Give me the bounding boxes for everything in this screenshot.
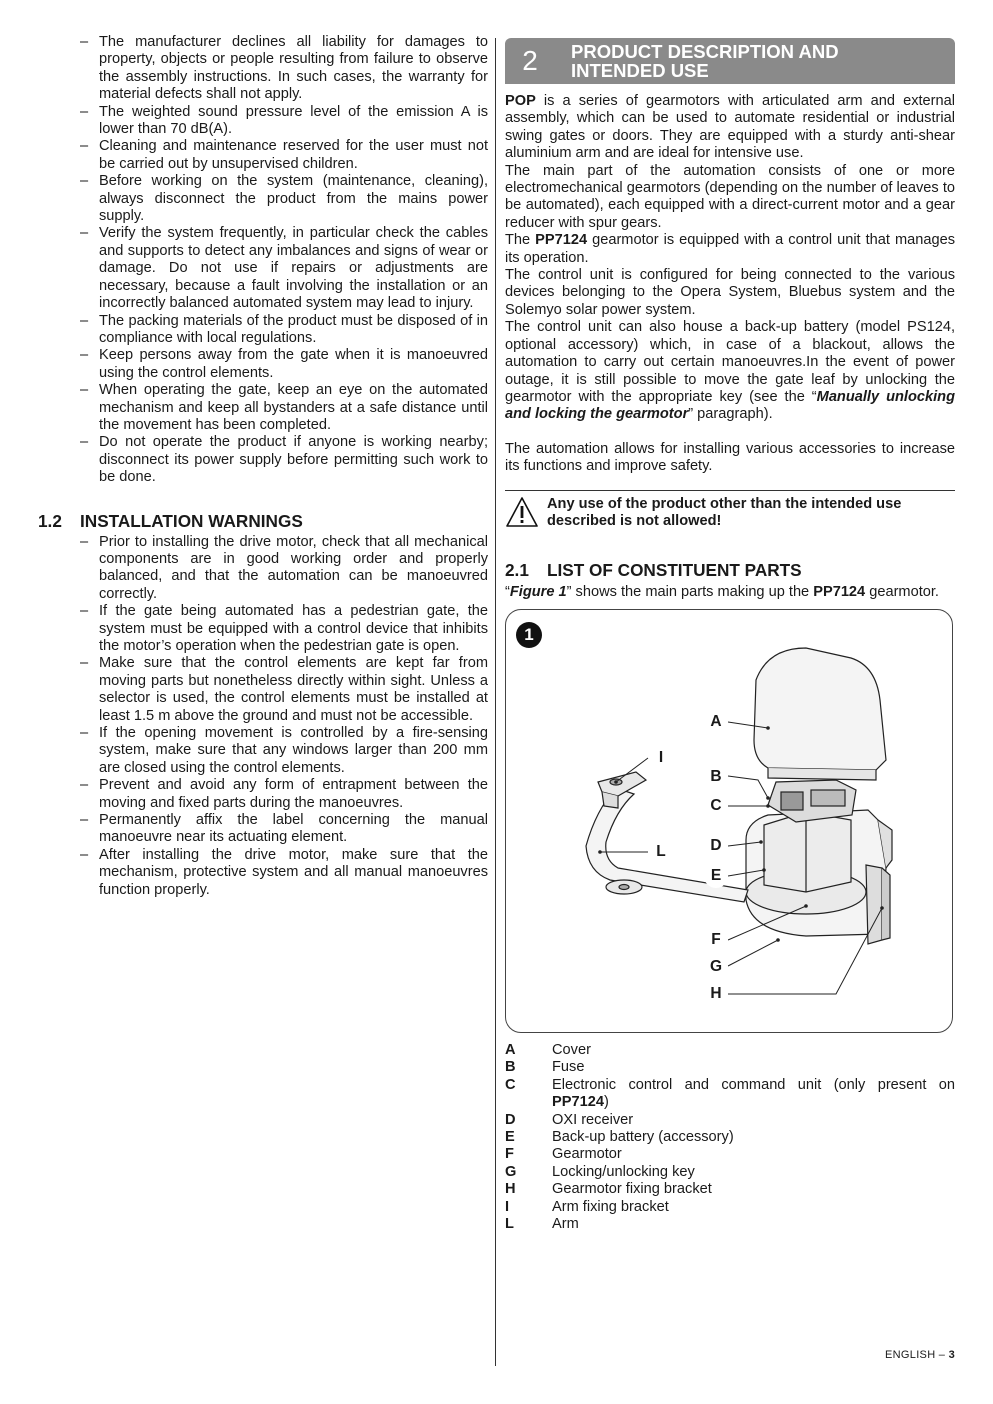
callout-b: B — [704, 765, 728, 789]
section-number: 1.2 — [38, 510, 62, 531]
legend-letter: L — [505, 1216, 514, 1232]
section-title: INSTALLATION WARNINGS — [80, 510, 303, 531]
list-item: – Cleaning and maintenance reserved for the user must not be carried out by unsupervised children. — [80, 138, 488, 173]
callout-l: L — [649, 840, 673, 864]
legend-row — [505, 1181, 955, 1198]
legend-row — [505, 1199, 955, 1216]
section-heading-2-1 — [505, 560, 955, 581]
legend-desc: OXI receiver — [552, 1111, 634, 1128]
left-column — [38, 34, 488, 899]
legend-desc: Back-up battery (accessory) — [552, 1128, 734, 1145]
list-item: – If the gate being automated has a pedestrian gate, the system must be equipped with a control device that inhibits the motor’s operation when the pedestrian gate is open. — [80, 603, 488, 655]
cross-reference: Manually unlocking and locking the gearmotor — [505, 388, 955, 423]
paragraph-text: The control unit can also house a back-up battery (model PS124, optional accessory) which, in case of a blackout, allows the automation to carry out certain manoeuvres.In the event of power outage, it is still possible to move the gate leaf by unlocking the gearmotor with the appropriate key (see the “ — [505, 319, 955, 405]
chapter-title — [555, 42, 839, 80]
warning-text: Any use of the product other than the intended use described is not allowed! — [547, 495, 902, 529]
column-divider — [495, 38, 496, 1366]
page-footer — [885, 1349, 955, 1361]
figure-1 — [505, 609, 953, 1033]
list-item: – Do not operate the product if anyone is working nearby; disconnect its power supply before permitting such work to be done. — [80, 434, 488, 486]
list-item: – The packing materials of the product must be disposed of in compliance with local regulations. — [80, 313, 488, 348]
list-item: – Keep persons away from the gate when it is manoeuvred using the control elements. — [80, 347, 488, 382]
product-name: POP — [505, 93, 536, 109]
legend-letter: G — [505, 1163, 517, 1180]
list-item: – The weighted sound pressure level of the emission A is lower than 70 dB(A). — [80, 104, 488, 139]
paragraph-control-unit — [505, 232, 955, 267]
list-item: – Prior to installing the drive motor, check that all mechanical components are in good working order and properly balanced, and that the automation can be manoeuvred correctly. — [80, 534, 488, 604]
legend-row — [505, 1146, 955, 1163]
legend-desc: Arm fixing bracket — [552, 1198, 669, 1215]
legend-letter: I — [505, 1198, 510, 1215]
legend-row — [505, 1059, 955, 1076]
paragraph-intro — [505, 93, 955, 163]
figure-number-badge: 1 — [516, 622, 542, 648]
paragraph-text: is a series of gearmotors with articulated arm and external assembly, which can be used to automate residential or industrial swing gates or doors. They are equipped with a sturdy anti-shear aluminium arm and are ideal for intensive use. — [505, 93, 955, 162]
legend-row — [505, 1216, 955, 1233]
callout-h: H — [704, 982, 728, 1006]
paragraph-text: ” paragraph). — [688, 406, 773, 423]
model-name: PP7124 — [552, 1094, 604, 1111]
legend-desc: Cover — [552, 1041, 591, 1058]
paragraph-main-part: The main part of the automation consists of one or more electromechanical gearmotors (depending on the number of leaves to be automated), each equipped with a direct-current motor and a gear reducer with spur gears. — [505, 162, 955, 231]
callout-a: A — [704, 710, 728, 734]
figure-reference: Figure 1 — [509, 583, 567, 600]
callout-i: I — [649, 746, 673, 770]
paragraph-text: gearmotor is equipped with a control unit that manages its operation. — [505, 232, 955, 266]
callout-g: G — [704, 955, 728, 979]
legend-letter: A — [505, 1041, 516, 1058]
legend-row — [505, 1164, 955, 1181]
cover-shape — [754, 648, 886, 770]
legend-desc-text: ) — [603, 1094, 609, 1111]
right-column — [505, 38, 955, 1233]
model-name: PP7124 — [535, 232, 588, 249]
list-item: – After installing the drive motor, make sure that the mechanism, protective system and all manual manoeuvres function properly. — [80, 847, 488, 899]
legend-letter: H — [505, 1181, 516, 1198]
callout-e: E — [704, 864, 728, 888]
list-item: – Permanently affix the label concerning the manual manoeuvre near its actuating element. — [80, 812, 488, 847]
paragraph-text: ” shows the main parts making up the — [566, 583, 814, 600]
list-item: – Make sure that the control elements are kept far from moving parts but nonetheless directly within sight. Unless a selector is used, the control elements must be installed at least 1.5 m above the ground and must not be accessible. — [80, 655, 488, 725]
list-item: – When operating the gate, keep an eye on the automated mechanism and keep all bystanders at a safe distance until the movement has been completed. — [80, 382, 488, 434]
callout-f: F — [704, 928, 728, 952]
footer-language: ENGLISH – — [885, 1349, 949, 1361]
gearmotor-illustration — [506, 610, 954, 1034]
paragraph-text: “ — [505, 583, 510, 600]
list-item: – Verify the system frequently, in particular check the cables and supports to detect any imbalances and signs of wear or damage. Do not use if repairs or adjustments are necessary, because a fault involving the installation or an incorrectly balanced automated system may lead to injury. — [80, 225, 488, 312]
legend-row — [505, 1077, 955, 1112]
model-name: PP7124 — [813, 583, 866, 600]
legend-desc: Locking/unlocking key — [552, 1163, 695, 1180]
legend-desc-text: Electronic control and command unit (only present on — [552, 1076, 955, 1093]
list-item: – If the opening movement is controlled by a fire-sensing system, make sure that any windows larger than 200 mm are closed using the control elements. — [80, 725, 488, 777]
paragraph-figure-ref — [505, 584, 955, 601]
callout-c: C — [704, 794, 728, 818]
chapter-title-line-2: INTENDED USE — [571, 60, 709, 81]
paragraph-battery — [505, 319, 955, 423]
list-item: – Prevent and avoid any form of entrapment between the moving and fixed parts during the manoeuvres. — [80, 777, 488, 812]
legend-letter: F — [505, 1146, 514, 1163]
legend-row — [505, 1112, 955, 1129]
chapter-banner — [505, 38, 955, 84]
legend-letter: C — [505, 1076, 516, 1093]
paragraph-accessories: The automation allows for installing various accessories to increase its functions and improve safety. — [505, 440, 955, 475]
section-heading-1-2 — [38, 511, 488, 532]
chapter-title-line-1: PRODUCT DESCRIPTION AND — [571, 41, 839, 62]
safety-bullet-list — [38, 34, 488, 487]
legend-row — [505, 1042, 955, 1059]
installation-bullet-list — [38, 534, 488, 900]
legend-letter: E — [505, 1128, 515, 1145]
legend-letter: D — [505, 1111, 516, 1128]
legend-desc: Arm — [552, 1216, 579, 1232]
paragraph-text: gearmotor. — [865, 583, 939, 600]
legend-desc: Gearmotor — [552, 1146, 622, 1163]
callout-d: D — [704, 834, 728, 858]
page-number: 3 — [948, 1349, 955, 1361]
figure-legend — [505, 1042, 955, 1233]
list-item: – Before working on the system (maintenance, cleaning), always disconnect the product from the mains power supply. — [80, 173, 488, 225]
warning-box — [505, 490, 955, 533]
section-number: 2.1 — [505, 559, 529, 580]
list-item: – The manufacturer declines all liability for damages to property, objects or people resulting from failure to observe the assembly instructions. In such cases, the warranty for material defects shall not apply. — [80, 34, 488, 104]
chapter-number: 2 — [522, 45, 538, 76]
legend-desc: Fuse — [552, 1059, 585, 1076]
legend-desc: Gearmotor fixing bracket — [552, 1181, 712, 1198]
legend-letter: B — [505, 1059, 516, 1076]
paragraph-text: The — [505, 232, 536, 249]
paragraph-systems: The control unit is configured for being connected to the various devices belonging to the Opera System, Bluebus system and the Solemyo solar power system. — [505, 267, 955, 318]
legend-desc — [552, 1077, 955, 1112]
warning-icon — [505, 496, 547, 533]
legend-row — [505, 1129, 955, 1146]
section-title: LIST OF CONSTITUENT PARTS — [547, 559, 802, 580]
